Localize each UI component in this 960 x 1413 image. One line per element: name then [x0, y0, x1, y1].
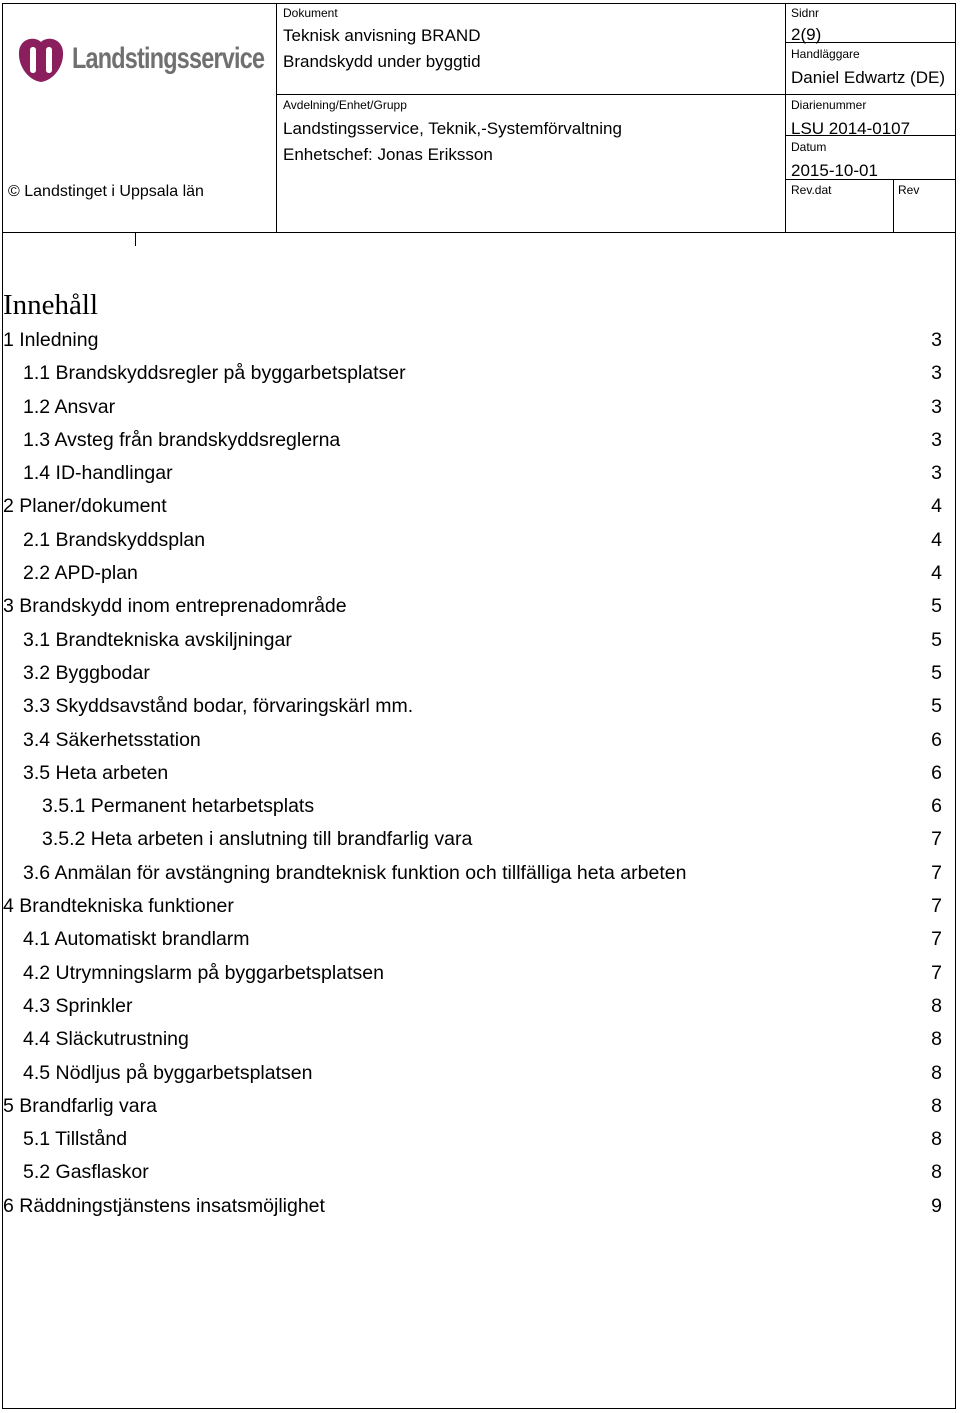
toc-entry-page: 3	[931, 428, 942, 451]
revdat-label: Rev.dat	[791, 183, 832, 197]
toc-entry[interactable]	[0, 857, 960, 890]
diarienummer-label: Diarienummer	[791, 98, 867, 112]
toc-entry-label: 4.2 Utrymningslarm på byggarbetsplatsen	[23, 961, 384, 984]
avdelning-label: Avdelning/Enhet/Grupp	[283, 98, 407, 112]
toc-entry[interactable]	[0, 757, 960, 790]
toc-list	[0, 324, 960, 1223]
toc-entry[interactable]	[0, 391, 960, 424]
toc-entry[interactable]	[0, 1156, 960, 1189]
header-divider	[2, 232, 956, 233]
handlaggare-value: Daniel Edwartz (DE)	[791, 68, 945, 87]
toc-entry-label: 3.5.2 Heta arbeten i anslutning till brandfarlig vara	[42, 828, 473, 851]
toc-entry-label: 3.6 Anmälan för avstängning brandteknisk funktion och tillfälliga heta arbeten	[23, 861, 687, 884]
toc-entry-label: 5 Brandfarlig vara	[3, 1094, 157, 1117]
toc-entry-label: 4.4 Släckutrustning	[23, 1028, 189, 1051]
toc-entry-page: 8	[931, 1028, 942, 1051]
logo	[16, 36, 265, 90]
dokument-line1: Teknisk anvisning BRAND	[283, 26, 481, 45]
toc-entry[interactable]	[0, 957, 960, 990]
toc-entry-label: 5.1 Tillstånd	[23, 1128, 128, 1151]
toc-entry-page: 3	[931, 462, 942, 485]
datum-value: 2015-10-01	[791, 161, 878, 180]
toc-entry[interactable]	[0, 823, 960, 856]
header-divider	[893, 179, 894, 232]
toc-entry-page: 9	[931, 1194, 942, 1217]
toc-entry-page: 7	[931, 861, 942, 884]
toc-entry[interactable]	[0, 890, 960, 923]
diarienummer-value: LSU 2014-0107	[791, 119, 911, 138]
avdelning-line1: Landstingsservice, Teknik,-Systemförvaltning	[283, 119, 622, 138]
toc-entry[interactable]	[0, 1190, 960, 1223]
toc-entry[interactable]	[0, 557, 960, 590]
handlaggare-label: Handläggare	[791, 47, 860, 61]
toc-entry[interactable]	[0, 457, 960, 490]
toc-entry[interactable]	[0, 990, 960, 1023]
toc-entry-label: 1 Inledning	[3, 329, 99, 351]
rev-label: Rev	[898, 183, 920, 197]
avdelning-line2: Enhetschef: Jonas Eriksson	[283, 145, 493, 164]
sidnr-label: Sidnr	[791, 6, 820, 20]
dokument-label: Dokument	[283, 6, 338, 20]
toc-entry[interactable]	[0, 1090, 960, 1123]
toc-entry-label: 4.3 Sprinkler	[23, 994, 133, 1017]
toc-entry-label: 3.3 Skyddsavstånd bodar, förvaringskärl mm.	[23, 695, 414, 718]
toc-entry[interactable]	[0, 1023, 960, 1056]
copyright-icon: ©	[8, 183, 20, 200]
copyright-text: Landstinget i Uppsala län	[24, 183, 204, 200]
toc-entry-page: 3	[931, 395, 942, 418]
toc-entry-page: 3	[931, 329, 942, 351]
header-tick	[135, 232, 136, 246]
toc-entry-label: 1.3 Avsteg från brandskyddsreglerna	[23, 428, 341, 451]
toc-entry-page: 5	[931, 595, 942, 618]
toc-entry-label: 2 Planer/dokument	[3, 495, 167, 518]
toc-entry[interactable]	[0, 690, 960, 723]
toc-title: Innehåll	[3, 289, 99, 321]
logo-text: Landstingsservice	[72, 42, 265, 75]
toc-entry-label: 4.1 Automatiskt brandlarm	[23, 928, 250, 951]
toc-entry-page: 4	[931, 528, 942, 551]
toc-entry-label: 3 Brandskydd inom entreprenadområde	[3, 595, 347, 618]
toc-entry-page: 5	[931, 661, 942, 684]
toc-entry-label: 4.5 Nödljus på byggarbetsplatsen	[23, 1061, 313, 1084]
toc-entry-page: 6	[931, 795, 942, 818]
toc-entry-page: 4	[931, 562, 942, 585]
toc-entry-page: 4	[931, 495, 942, 518]
toc-entry-label: 1.4 ID-handlingar	[23, 462, 173, 485]
toc-entry-label: 3.5 Heta arbeten	[23, 761, 169, 784]
toc-entry-page: 8	[931, 994, 942, 1017]
toc-entry-page: 8	[931, 1161, 942, 1184]
toc-entry-page: 6	[931, 761, 942, 784]
toc-entry-label: 1.2 Ansvar	[23, 395, 116, 418]
toc-entry-page: 8	[931, 1094, 942, 1117]
toc-entry-page: 7	[931, 828, 942, 851]
toc-entry[interactable]	[0, 624, 960, 657]
toc-entry[interactable]	[0, 357, 960, 390]
header-divider	[276, 94, 956, 95]
toc-entry-label: 3.2 Byggbodar	[23, 661, 150, 684]
toc-entry[interactable]	[0, 790, 960, 823]
header-divider	[785, 3, 786, 232]
toc-entry-page: 7	[931, 895, 942, 918]
toc-entry[interactable]	[0, 1057, 960, 1090]
toc-entry-page: 6	[931, 728, 942, 751]
toc-entry-label: 3.4 Säkerhetsstation	[23, 728, 201, 751]
toc-entry-label: 1.1 Brandskyddsregler på byggarbetsplatser	[23, 362, 406, 385]
toc-entry-label: 3.5.1 Permanent hetarbetsplats	[42, 795, 315, 818]
toc-entry-label: 6 Räddningstjänstens insatsmöjlighet	[3, 1194, 325, 1217]
toc-entry[interactable]	[0, 424, 960, 457]
toc-entry-label: 2.2 APD-plan	[23, 562, 138, 585]
sidnr-value: 2(9)	[791, 25, 822, 44]
toc-entry[interactable]	[0, 657, 960, 690]
landstingsservice-logo-mark	[16, 36, 66, 86]
toc-entry-label: 5.2 Gasflaskor	[23, 1161, 149, 1184]
datum-label: Datum	[791, 140, 827, 154]
toc-entry-page: 8	[931, 1128, 942, 1151]
toc-entry-page: 7	[931, 928, 942, 951]
toc-entry-label: 2.1 Brandskyddsplan	[23, 528, 206, 551]
toc-entry-label: 3.1 Brandtekniska avskiljningar	[23, 628, 292, 651]
toc-entry[interactable]	[0, 1123, 960, 1156]
toc-entry-label: 4 Brandtekniska funktioner	[3, 895, 234, 918]
toc-entry-page: 5	[931, 695, 942, 718]
toc-entry-page: 7	[931, 961, 942, 984]
header-divider	[276, 3, 277, 232]
toc-entry-page: 5	[931, 628, 942, 651]
toc-entry-page: 8	[931, 1061, 942, 1084]
toc-entry[interactable]	[0, 590, 960, 623]
toc-entry[interactable]	[0, 524, 960, 557]
toc-entry-page: 3	[931, 362, 942, 385]
toc-entry[interactable]	[0, 324, 960, 357]
toc-entry[interactable]	[0, 490, 960, 523]
toc-entry[interactable]	[0, 724, 960, 757]
toc-entry[interactable]	[0, 923, 960, 956]
copyright-line	[8, 183, 204, 201]
dokument-line2: Brandskydd under byggtid	[283, 52, 481, 71]
